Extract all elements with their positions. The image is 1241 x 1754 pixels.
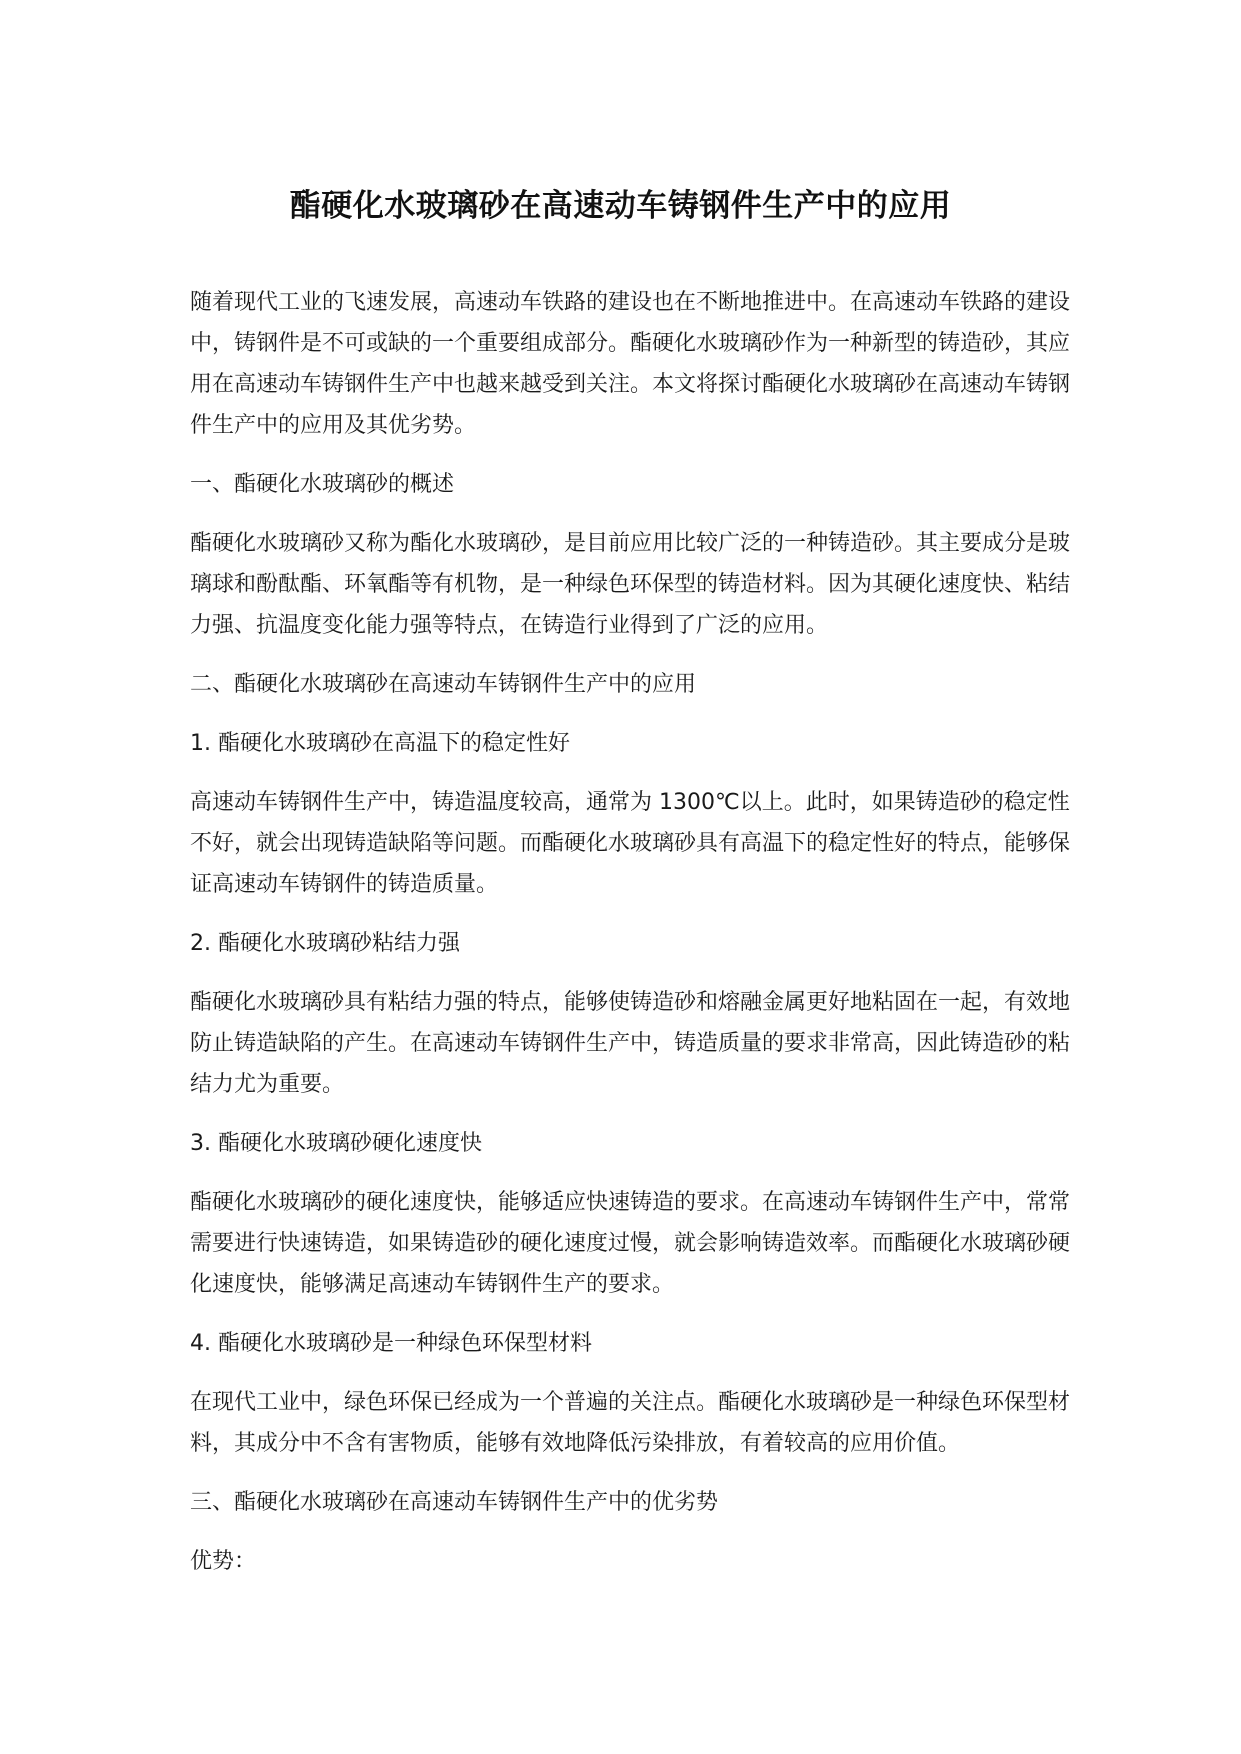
overview-paragraph: 酯硬化水玻璃砂又称为酯化水玻璃砂，是目前应用比较广泛的一种铸造砂。其主要成分是玻璃球和酚酞酯、环氧酯等有机物，是一种绿色环保型的铸造材料。因为其硬化速度快、粘结力强、抗温度变化能力强等特点，在铸造行业得到了广泛的应用。 (190, 531, 1071, 638)
section-heading-application: 二、酯硬化水玻璃砂在高速动车铸钢件生产中的应用 (190, 672, 697, 697)
document-title: 酯硬化水玻璃砂在高速动车铸钢件生产中的应用 (289, 188, 952, 224)
advantages-label: 优势： (190, 1549, 257, 1574)
section-heading-pros-cons: 三、酯硬化水玻璃砂在高速动车铸钢件生产中的优劣势 (190, 1490, 719, 1515)
hardening-paragraph: 酯硬化水玻璃砂的硬化速度快，能够适应快速铸造的要求。在高速动车铸钢件生产中，常常需要进行快速铸造，如果铸造砂的硬化速度过慢，就会影响铸造效率。而酯硬化水玻璃砂硬化速度快，能够满足高速动车铸钢件生产的要求。 (190, 1190, 1071, 1297)
subheading-green: 4. 酯硬化水玻璃砂是一种绿色环保型材料 (190, 1331, 592, 1356)
stability-paragraph: 高速动车铸钢件生产中，铸造温度较高，通常为 1300℃以上。此时，如果铸造砂的稳定性不好，就会出现铸造缺陷等问题。而酯硬化水玻璃砂具有高温下的稳定性好的特点，能够保证高速动车铸钢件的铸造质量。 (190, 790, 1071, 897)
green-paragraph: 在现代工业中，绿色环保已经成为一个普遍的关注点。酯硬化水玻璃砂是一种绿色环保型材料，其成分中不含有害物质，能够有效地降低污染排放，有着较高的应用价值。 (190, 1390, 1071, 1456)
subheading-stability: 1. 酯硬化水玻璃砂在高温下的稳定性好 (190, 731, 570, 756)
subheading-hardening: 3. 酯硬化水玻璃砂硬化速度快 (190, 1131, 482, 1156)
document-body (190, 282, 1080, 1600)
bonding-paragraph: 酯硬化水玻璃砂具有粘结力强的特点，能够使铸造砂和熔融金属更好地粘固在一起，有效地防止铸造缺陷的产生。在高速动车铸钢件生产中，铸造质量的要求非常高，因此铸造砂的粘结力尤为重要。 (190, 990, 1071, 1097)
intro-paragraph: 随着现代工业的飞速发展，高速动车铁路的建设也在不断地推进中。在高速动车铁路的建设中，铸钢件是不可或缺的一个重要组成部分。酯硬化水玻璃砂作为一种新型的铸造砂，其应用在高速动车铸钢件生产中也越来越受到关注。本文将探讨酯硬化水玻璃砂在高速动车铸钢件生产中的应用及其优劣势。 (190, 290, 1071, 438)
section-heading-overview: 一、酯硬化水玻璃砂的概述 (190, 472, 455, 497)
subheading-bonding: 2. 酯硬化水玻璃砂粘结力强 (190, 931, 460, 956)
